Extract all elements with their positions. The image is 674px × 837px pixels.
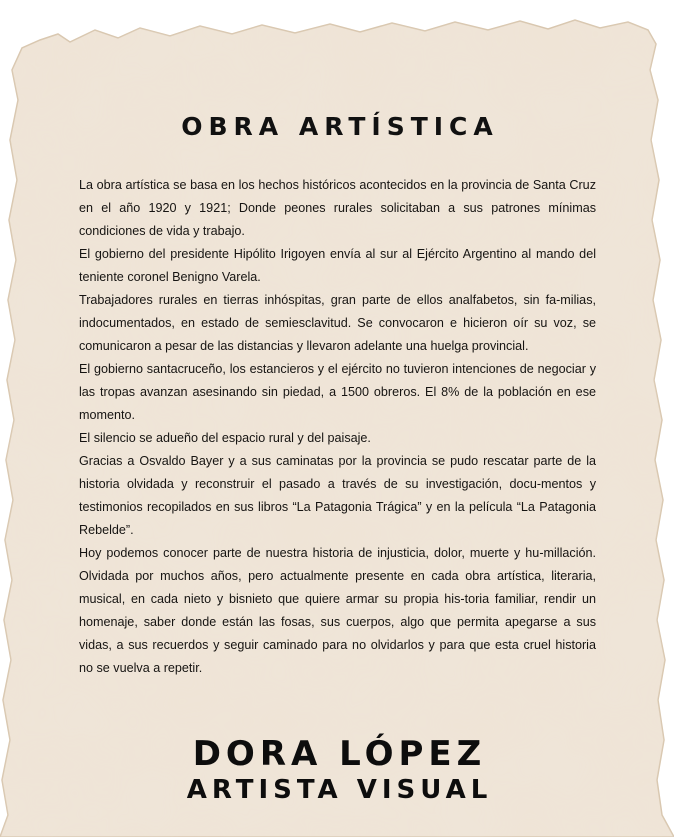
artist-name: DORA LÓPEZ xyxy=(192,734,487,774)
paragraph: El gobierno del presidente Hipólito Irigoyen envía al sur al Ejército Argentino al mando del teniente coronel Benigno Varela. xyxy=(79,247,596,284)
paragraph: La obra artística se basa en los hechos históricos acontecidos en la provincia de Santa Cruz en el año 1920 y 1921; Donde peones rurales solicitaban a sus patrones mínimas condiciones de vida y trabajo. xyxy=(79,178,596,238)
artist-role: ARTISTA VISUAL xyxy=(186,775,493,805)
page-title: OBRA ARTÍSTICA xyxy=(181,112,499,141)
body-text xyxy=(79,174,596,680)
signature-block xyxy=(0,733,674,805)
paragraph: Hoy podemos conocer parte de nuestra historia de injusticia, dolor, muerte y hu-millación. Olvidada por muchos años, pero actualmente presente en cada obra artística, literaria, musical, en cada nieto y bisnieto que quiere armar su propia his-toria familiar, rendir un homenaje, saber donde están las fosas, sus cuerpos, algo que permita apegarse a sus vidas, a sus recuerdos y seguir caminado para no olvidarlos y para que esta cruel historia no se vuelva a repetir. xyxy=(79,546,596,675)
paragraph: El gobierno santacruceño, los estancieros y el ejército no tuvieron intenciones de negociar y las tropas avanzan asesinando sin piedad, a 1500 obreros. El 8% de la población en ese momento. xyxy=(79,362,596,422)
paragraph: Trabajadores rurales en tierras inhóspitas, gran parte de ellos analfabetos, sin fa-milias, indocumentados, en estado de semiesclavitud. Se convocaron e hicieron oír su voz, se comunicaron a pesar de las distancias y llevaron adelante una huelga provincial. xyxy=(79,293,596,353)
paragraph: El silencio se adueño del espacio rural y del paisaje. xyxy=(79,431,371,445)
paragraph: Gracias a Osvaldo Bayer y a sus caminatas por la provincia se pudo rescatar parte de la historia olvidada y reconstruir el pasado a través de su investigación, docu-mentos y testimonios recopilados en sus libros “La Patagonia Trágica” y en la película “La Patagonia Rebelde”. xyxy=(79,454,596,537)
